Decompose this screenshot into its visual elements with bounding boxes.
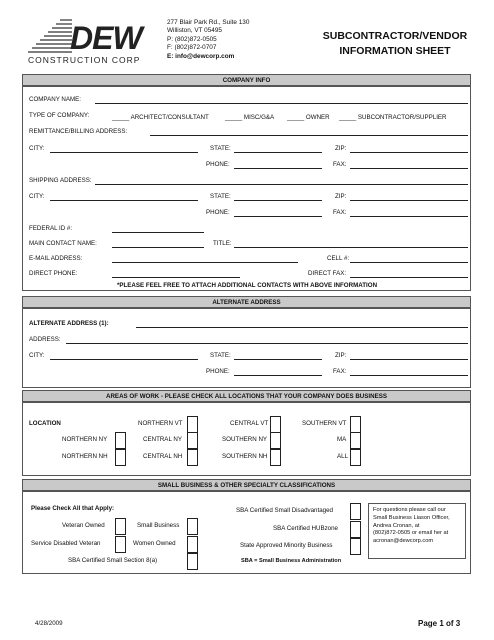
- location-label: LOCATION: [29, 420, 61, 427]
- small-business-label: Small Business: [137, 522, 180, 529]
- cell-label: CELL #:: [327, 255, 350, 262]
- shipping-state-field[interactable]: [234, 200, 322, 201]
- company-logo: [26, 16, 156, 66]
- main-contact-label: MAIN CONTACT NAME:: [29, 240, 97, 247]
- checkbox-disabled-veteran[interactable]: [115, 536, 126, 553]
- shipping-fax-label: FAX:: [333, 209, 347, 216]
- direct-fax-field[interactable]: [350, 277, 468, 278]
- direct-fax-label: DIRECT FAX:: [308, 270, 347, 277]
- alt-city-label: CITY:: [29, 352, 45, 359]
- direct-phone-label: DIRECT PHONE:: [29, 270, 78, 277]
- direct-phone-field[interactable]: [112, 277, 240, 278]
- remittance-address-field[interactable]: [150, 135, 468, 136]
- alt-fax-label: FAX:: [333, 368, 347, 375]
- disabled-veteran-label: Service Disabled Veteran: [31, 540, 101, 547]
- location-northern-ny-label: NORTHERN NY: [62, 436, 108, 443]
- location-southern-ny-label: SOUTHERN NY: [222, 436, 268, 443]
- checkbox-all[interactable]: [350, 449, 361, 466]
- minority-business-label: State Approved Minority Business: [240, 542, 333, 549]
- alt-zip-label: ZIP:: [335, 352, 347, 359]
- location-northern-vt-label: NORTHERN VT: [138, 420, 183, 427]
- women-owned-label: Women Owned: [133, 540, 176, 547]
- zip-field[interactable]: [350, 152, 468, 153]
- alt-city-field[interactable]: [50, 359, 198, 360]
- alt-state-label: STATE:: [210, 352, 231, 359]
- check-all-label: Please Check All that Apply:: [31, 505, 115, 512]
- checkbox-sba-hubzone[interactable]: [350, 521, 361, 538]
- alt-phone-field[interactable]: [234, 375, 322, 376]
- company-name-field[interactable]: [95, 103, 468, 104]
- sba-disadvantaged-label: SBA Certified Small Disadvantaged: [236, 507, 333, 514]
- checkbox-sba-8a[interactable]: [187, 553, 198, 570]
- zip-label: ZIP:: [335, 145, 347, 152]
- alt-state-field[interactable]: [234, 359, 322, 360]
- shipping-zip-label: ZIP:: [335, 193, 347, 200]
- checkbox-central-ny[interactable]: [187, 432, 198, 449]
- company-name-label: COMPANY NAME:: [29, 96, 82, 103]
- shipping-city-field[interactable]: [50, 200, 198, 201]
- alt-address-field[interactable]: [66, 343, 468, 344]
- city-field[interactable]: [50, 152, 198, 153]
- city-label: CITY:: [29, 145, 45, 152]
- email-label: E-MAIL ADDRESS:: [29, 255, 83, 262]
- checkbox-northern-vt[interactable]: [187, 416, 198, 433]
- checkbox-northern-ny[interactable]: [115, 432, 126, 449]
- email-field[interactable]: [112, 262, 298, 263]
- checkbox-small-business[interactable]: [187, 518, 198, 535]
- company-address: 277 Blair Park Rd., Suite 130 Williston, VT 05495 P: (802)872-0505 F: (802)872-0707 E: info@dewcorp.com: [167, 19, 250, 60]
- veteran-owned-label: Veteran Owned: [62, 522, 105, 529]
- sba-hubzone-label: SBA Certified HUBzone: [273, 525, 338, 532]
- fax-field[interactable]: [350, 168, 468, 169]
- sba-definition-note: SBA = Small Business Administration: [241, 558, 342, 564]
- location-central-vt-label: CENTRAL VT: [230, 420, 269, 427]
- alt-address-label: ADDRESS:: [29, 336, 61, 343]
- phone-field[interactable]: [234, 168, 322, 169]
- checkbox-northern-nh[interactable]: [115, 449, 126, 466]
- logo-subtext: CONSTRUCTION CORP: [28, 55, 141, 65]
- checkbox-ma[interactable]: [350, 432, 361, 449]
- sba-8a-label: SBA Certified Small Section 8(a): [68, 557, 158, 564]
- company-info-heading: COMPANY INFO: [22, 74, 471, 86]
- shipping-zip-field[interactable]: [350, 200, 468, 201]
- alt-zip-field[interactable]: [350, 359, 468, 360]
- location-all-label: ALL: [337, 453, 349, 460]
- state-field[interactable]: [234, 152, 322, 153]
- type-option-misc[interactable]: _____ MISC/G&A: [225, 114, 275, 121]
- location-southern-nh-label: SOUTHERN NH: [222, 453, 268, 460]
- type-option-subcontractor[interactable]: _____ SUBCONTRACTOR/SUPPLIER: [339, 114, 447, 121]
- checkbox-minority-business[interactable]: [350, 538, 361, 555]
- phone-label: PHONE:: [206, 161, 230, 168]
- checkbox-sba-disadvantaged[interactable]: [350, 503, 361, 520]
- location-central-nh-label: CENTRAL NH: [143, 453, 183, 460]
- checkbox-women-owned[interactable]: [187, 536, 198, 553]
- checkbox-veteran-owned[interactable]: [115, 518, 126, 535]
- location-central-ny-label: CENTRAL NY: [143, 436, 182, 443]
- state-label: STATE:: [210, 145, 231, 152]
- shipping-city-label: CITY:: [29, 193, 45, 200]
- alt-phone-label: PHONE:: [206, 368, 230, 375]
- areas-of-work-heading: AREAS OF WORK - PLEASE CHECK ALL LOCATIONS THAT YOUR COMPANY DOES BUSINESS: [22, 390, 471, 402]
- main-contact-field[interactable]: [112, 247, 204, 248]
- checkbox-southern-vt[interactable]: [350, 416, 361, 433]
- checkbox-southern-nh[interactable]: [270, 449, 281, 466]
- company-type-label: TYPE OF COMPANY:: [29, 112, 90, 119]
- attach-contacts-note: *PLEASE FEEL FREE TO ATTACH ADDITIONAL CONTACTS WITH ABOVE INFORMATION: [116, 282, 378, 289]
- alternate-address-name-field[interactable]: [136, 327, 468, 328]
- type-option-owner[interactable]: _____ OWNER: [287, 114, 330, 121]
- shipping-address-label: SHIPPING ADDRESS:: [29, 177, 92, 184]
- alternate-address-heading: ALTERNATE ADDRESS: [22, 296, 471, 308]
- checkbox-central-vt[interactable]: [270, 416, 281, 433]
- federal-id-field[interactable]: [112, 232, 204, 233]
- federal-id-label: FEDERAL ID #:: [29, 225, 73, 232]
- shipping-address-field[interactable]: [95, 184, 468, 185]
- location-northern-nh-label: NORTHERN NH: [62, 453, 108, 460]
- fax-label: FAX:: [333, 161, 347, 168]
- logo-text: DEW: [70, 20, 142, 56]
- title-field[interactable]: [234, 247, 468, 248]
- shipping-phone-label: PHONE:: [206, 209, 230, 216]
- form-date: 4/28/2009: [35, 620, 63, 627]
- shipping-phone-field[interactable]: [234, 216, 322, 217]
- shipping-state-label: STATE:: [210, 193, 231, 200]
- page-title: SUBCONTRACTOR/VENDOR INFORMATION SHEET: [322, 30, 468, 57]
- location-ma-label: MA: [337, 436, 347, 443]
- alternate-address-label: ALTERNATE ADDRESS (1):: [29, 320, 109, 327]
- cell-field[interactable]: [350, 262, 468, 263]
- type-option-architect[interactable]: _____ ARCHITECT/CONSULTANT: [112, 114, 209, 121]
- remittance-address-label: REMITTANCE/BILLING ADDRESS:: [29, 128, 128, 135]
- checkbox-southern-ny[interactable]: [270, 432, 281, 449]
- location-southern-vt-label: SOUTHERN VT: [302, 420, 347, 427]
- shipping-fax-field[interactable]: [350, 216, 468, 217]
- small-business-heading: SMALL BUSINESS & OTHER SPECIALTY CLASSIFICATIONS: [22, 479, 471, 491]
- alt-fax-field[interactable]: [350, 375, 468, 376]
- page-number: Page 1 of 3: [418, 619, 461, 628]
- small-business-contact-box: For questions please call our Small Business Liason Officer, Andrea Cronan, at (802)872-0505 or email her at acronan@dewcorp.com: [368, 503, 466, 559]
- checkbox-central-nh[interactable]: [187, 449, 198, 466]
- title-label: TITLE:: [213, 240, 232, 247]
